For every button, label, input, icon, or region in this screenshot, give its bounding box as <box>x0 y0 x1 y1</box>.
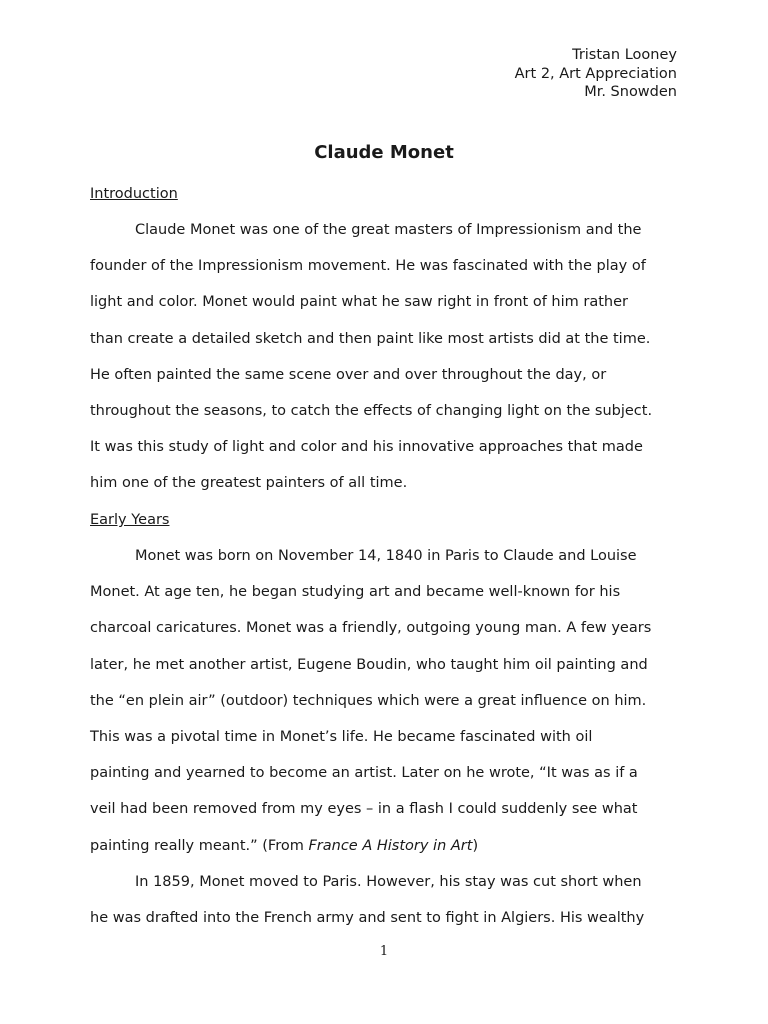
paragraph-line: It was this study of light and color and his innovative approaches that made <box>90 439 643 456</box>
author-name: Tristan Looney <box>572 47 677 63</box>
paragraph-line: throughout the seasons, to catch the effects of changing light on the subject. <box>90 403 653 420</box>
introduction-paragraph <box>90 212 690 502</box>
paragraph-line: he was drafted into the French army and sent to fight in Algiers. His wealthy <box>90 910 645 927</box>
early-years-paragraph-1 <box>90 538 690 864</box>
paragraph-line: light and color. Monet would paint what he saw right in front of him rather <box>90 294 628 311</box>
paragraph-line: Monet was born on November 14, 1840 in Paris to Claude and Louise <box>135 548 637 564</box>
document-header <box>515 46 677 102</box>
early-years-paragraph-2 <box>90 864 690 936</box>
paragraph-line: In 1859, Monet moved to Paris. However, his stay was cut short when <box>135 874 642 890</box>
paragraph-line: Claude Monet was one of the great masters of Impressionism and the <box>135 222 642 238</box>
page-number: 1 <box>379 944 389 959</box>
paragraph-line: him one of the greatest painters of all time. <box>90 475 408 492</box>
paragraph-line: than create a detailed sketch and then paint like most artists did at the time. <box>90 330 651 347</box>
section-heading-early-years: Early Years <box>90 512 170 528</box>
paragraph-line: He often painted the same scene over and over throughout the day, or <box>90 366 607 383</box>
paragraph-line: This was a pivotal time in Monet’s life. He became fascinated with oil <box>90 729 593 746</box>
paragraph-line: later, he met another artist, Eugene Boudin, who taught him oil painting and <box>90 656 648 673</box>
citation-title: France A History in Art <box>308 837 473 854</box>
paragraph-line: Monet. At age ten, he began studying art and became well-known for his <box>90 584 621 601</box>
teacher-name: Mr. Snowden <box>584 84 677 100</box>
paragraph-line: painting and yearned to become an artist. Later on he wrote, “It was as if a <box>90 765 638 782</box>
course-name: Art 2, Art Appreciation <box>514 65 677 82</box>
paragraph-line: charcoal caricatures. Monet was a friendly, outgoing young man. A few years <box>90 620 652 637</box>
paragraph-line: founder of the Impressionism movement. He was fascinated with the play of <box>90 258 646 275</box>
paragraph-line-citation <box>90 828 690 864</box>
paragraph-line: veil had been removed from my eyes – in a flash I could suddenly see what <box>90 801 638 818</box>
citation-suffix: ) <box>472 837 479 854</box>
citation-prefix: painting really meant.” (From <box>90 837 309 854</box>
paragraph-line: the “en plein air” (outdoor) techniques which were a great influence on him. <box>90 692 647 709</box>
section-heading-introduction: Introduction <box>90 186 178 202</box>
document-title: Claude Monet <box>314 142 454 163</box>
